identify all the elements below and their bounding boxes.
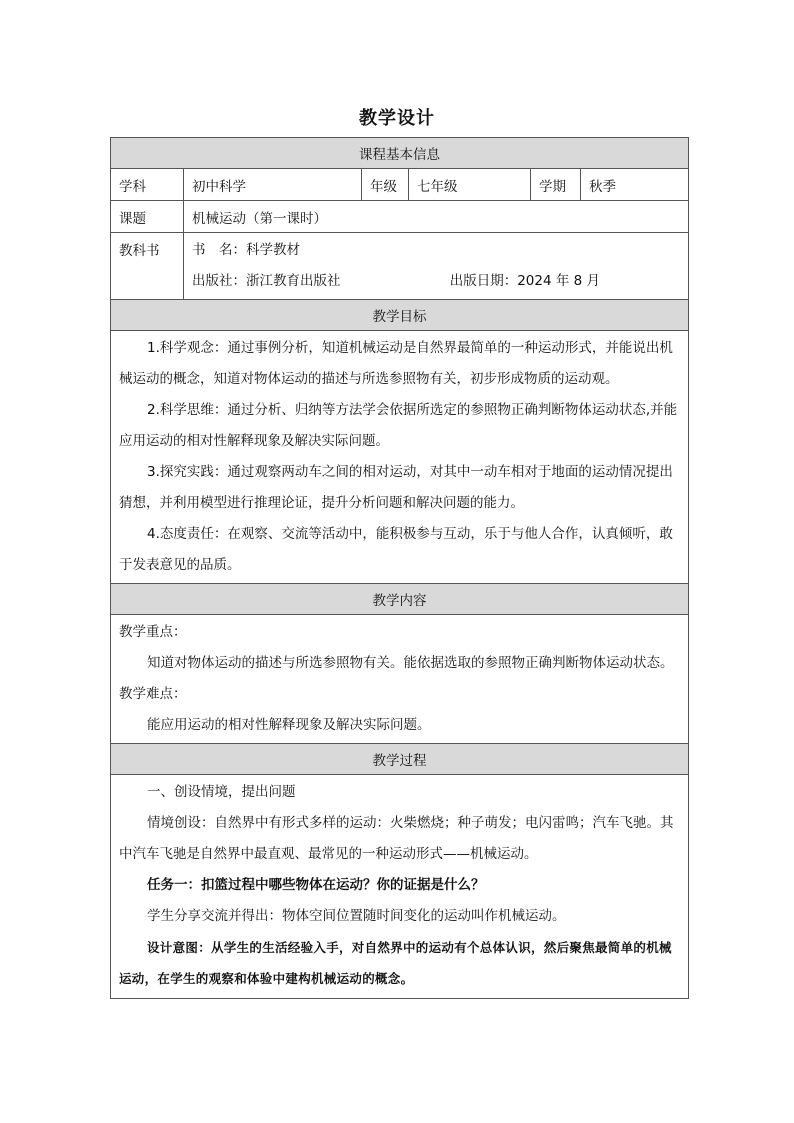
process-cell: [111, 775, 689, 999]
section-header-content: [111, 584, 689, 615]
objective-item: 3.探究实践：通过观察两动车之间的相对运动，对其中一动车相对于地面的运动情况提出猜想，并利用模型进行推理论证，提升分析问题和解决问题的能力。: [119, 464, 673, 511]
topic-label: 课题: [111, 201, 184, 233]
publisher-line: [192, 266, 680, 297]
term-value: 秋季: [581, 169, 689, 201]
section-title: 教学目标: [111, 300, 689, 331]
content-row: [111, 615, 689, 744]
grade-label: 年级: [362, 169, 409, 201]
process-row: [111, 775, 689, 999]
difficult-points-text: 能应用运动的相对性解释现象及解决实际问题。: [147, 717, 431, 733]
objective-item: 2.科学思维：通过分析、归纳等方法学会依据所选定的参照物正确判断物体运动状态,并能应用运动的相对性解释现象及解决实际问题。: [119, 402, 678, 449]
publish-date: 出版日期：2024 年 8 月: [449, 273, 601, 289]
textbook-row: [111, 233, 689, 300]
scenario-text: 情境创设：自然界中有形式多样的运动：火柴燃烧；种子萌发；电闪雷鸣；汽车飞驰。其中汽车飞驰是自然界中最直观、最常见的一种运动形式——机械运动。: [119, 815, 674, 862]
objective-item: 4.态度责任：在观察、交流等活动中，能积极参与互动，乐于与他人合作，认真倾听，敢于发表意见的品质。: [119, 526, 673, 573]
document-title: 教学设计: [359, 108, 435, 129]
textbook-label: 教科书: [111, 233, 184, 300]
textbook-info: [184, 233, 689, 300]
book-name: 书 名：科学教材: [192, 242, 300, 258]
design-intent: 设计意图：从学生的生活经验入手，对自然界中的运动有个总体认识，然后聚焦最简单的机械运动，在学生的观察和体验中建构机械运动的概念。: [119, 940, 672, 986]
key-points-text: 知道对物体运动的描述与所选参照物有关。能依据选取的参照物正确判断物体运动状态。: [147, 655, 674, 671]
section-title: 教学过程: [111, 744, 689, 775]
difficult-points-label: 教学难点：: [119, 686, 187, 702]
objectives-cell: [111, 331, 689, 584]
basic-info-row: [111, 169, 689, 201]
section-header-basic-info: [111, 138, 689, 169]
term-label: 学期: [531, 169, 581, 201]
section-header-objectives: [111, 300, 689, 331]
section-title: 教学内容: [111, 584, 689, 615]
topic-row: [111, 201, 689, 233]
section-title: 课程基本信息: [111, 138, 689, 169]
grade-value: 七年级: [409, 169, 531, 201]
topic-value: 机械运动（第一课时）: [184, 201, 689, 233]
publisher: 出版社：浙江教育出版社: [192, 273, 341, 289]
section-header-process: [111, 744, 689, 775]
key-points-label: 教学重点：: [119, 624, 187, 640]
lesson-plan-table: [110, 137, 689, 999]
step-title: 一、创设情境，提出问题: [147, 784, 296, 800]
subject-label: 学科: [111, 169, 184, 201]
subject-value: 初中科学: [184, 169, 362, 201]
student-share: 学生分享交流并得出：物体空间位置随时间变化的运动叫作机械运动。: [147, 908, 566, 924]
task-one: 任务一：扣篮过程中哪些物体在运动？你的证据是什么？: [147, 877, 485, 893]
objective-item: 1.科学观念：通过事例分析，知道机械运动是自然界最简单的一种运动形式，并能说出机械运动的概念，知道对物体运动的描述与所选参照物有关，初步形成物质的运动观。: [119, 340, 673, 387]
objectives-row: [111, 331, 689, 584]
content-cell: [111, 615, 689, 744]
